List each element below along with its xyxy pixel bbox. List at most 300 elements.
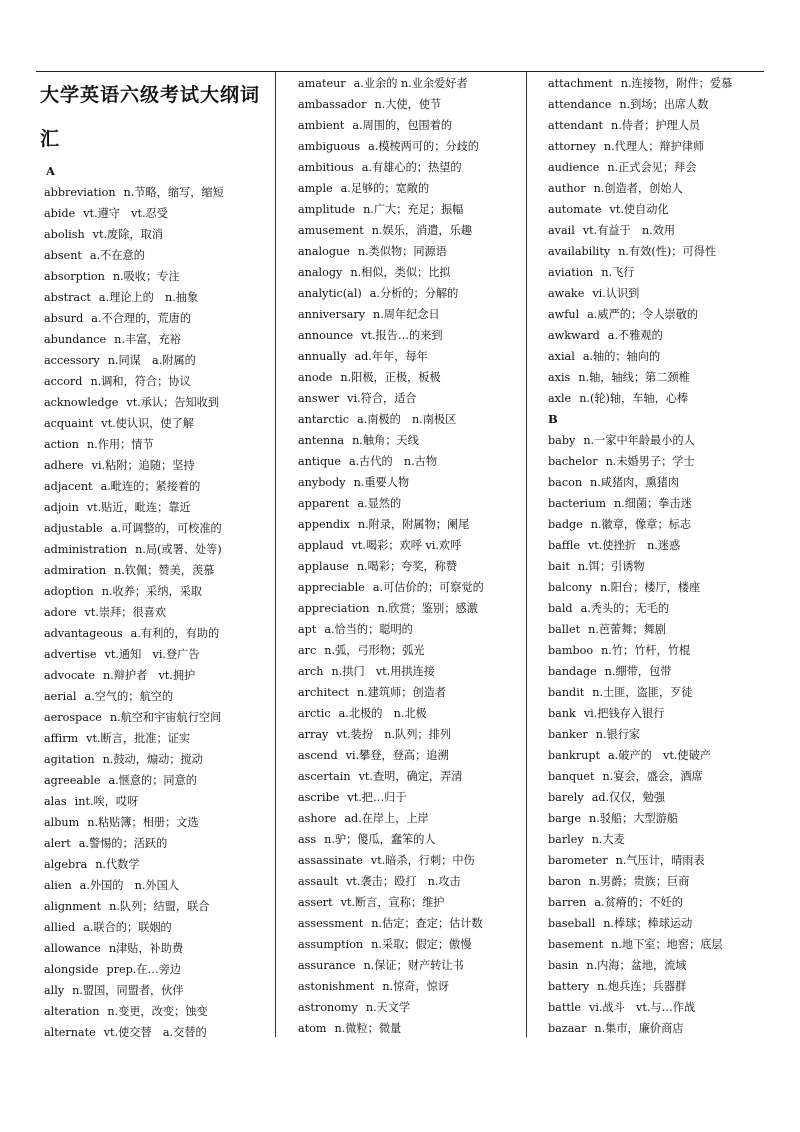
headword: bank bbox=[548, 707, 576, 720]
vocab-entry bbox=[298, 745, 524, 766]
definition: vt.断言，宣称；维护 bbox=[340, 896, 445, 909]
top-rule bbox=[36, 71, 764, 72]
vocab-entry bbox=[44, 959, 272, 980]
definition: n.宴会，盛会，酒席 bbox=[602, 770, 703, 783]
page-title: 大学英语六级考试大纲词汇 bbox=[40, 84, 261, 150]
headword: absorption bbox=[44, 270, 105, 283]
headword: abbreviation bbox=[44, 186, 116, 199]
headword: axis bbox=[548, 371, 571, 384]
headword: advocate bbox=[44, 669, 95, 682]
headword: barley bbox=[548, 833, 584, 846]
headword: amplitude bbox=[298, 203, 356, 216]
vocab-entry bbox=[44, 350, 272, 371]
vocab-entry bbox=[44, 812, 272, 833]
vocab-entry bbox=[548, 535, 766, 556]
headword: aviation bbox=[548, 266, 594, 279]
vocab-entry bbox=[44, 602, 272, 623]
definition: a.南极的 n.南极区 bbox=[357, 413, 457, 426]
definition: a.惬意的；同意的 bbox=[108, 774, 197, 787]
headword: architect bbox=[298, 686, 349, 699]
title-block bbox=[38, 73, 272, 161]
vocab-entry bbox=[548, 94, 766, 115]
entry-list-3 bbox=[540, 73, 766, 1039]
definition: vt.使交替 a.交替的 bbox=[103, 1026, 207, 1039]
vocab-entry bbox=[44, 854, 272, 875]
vocab-entry bbox=[298, 577, 524, 598]
headword: analogue bbox=[298, 245, 350, 258]
vocab-entry bbox=[44, 371, 272, 392]
definition: n.咸猪肉，熏猪肉 bbox=[590, 476, 680, 489]
vocab-entry bbox=[298, 136, 524, 157]
vocab-entry bbox=[44, 980, 272, 1001]
vocab-entry bbox=[298, 514, 524, 535]
headword: anniversary bbox=[298, 308, 366, 321]
headword: battery bbox=[548, 980, 590, 993]
section-letter: B bbox=[548, 412, 558, 426]
definition: a.周围的，包围着的 bbox=[352, 119, 453, 132]
definition: vt.暗杀，行刺；中伤 bbox=[370, 854, 475, 867]
vocab-entry bbox=[298, 430, 524, 451]
definition: vi.把钱存入银行 bbox=[583, 707, 665, 720]
headword: bachelor bbox=[548, 455, 598, 468]
headword: battle bbox=[548, 1001, 582, 1014]
headword: ascribe bbox=[298, 791, 340, 804]
vocab-entry bbox=[298, 262, 524, 283]
headword: banquet bbox=[548, 770, 595, 783]
definition: a.业余的 n.业余爱好者 bbox=[353, 77, 468, 90]
vocab-entry bbox=[298, 409, 524, 430]
definition: vt.使自动化 bbox=[609, 203, 669, 216]
headword: alien bbox=[44, 879, 72, 892]
definition: n.辩护者 vt.拥护 bbox=[102, 669, 196, 682]
headword: anybody bbox=[298, 476, 346, 489]
headword: ballet bbox=[548, 623, 581, 636]
vocab-entry bbox=[44, 245, 272, 266]
definition: n.广大；充足；振幅 bbox=[363, 203, 464, 216]
vocab-entry bbox=[44, 791, 272, 812]
vocab-entry bbox=[548, 598, 766, 619]
definition: n.芭蕾舞；舞剧 bbox=[588, 623, 666, 636]
definition: vt.使挫折 n.迷惑 bbox=[587, 539, 681, 552]
definition: vt.报告…的来到 bbox=[361, 329, 443, 342]
headword: adhere bbox=[44, 459, 84, 472]
definition: n津贴，补助费 bbox=[108, 942, 184, 955]
headword: assurance bbox=[298, 959, 356, 972]
headword: allied bbox=[44, 921, 76, 934]
definition: n.重要人物 bbox=[353, 476, 410, 489]
definition: n.天文学 bbox=[365, 1001, 411, 1014]
vocab-entry bbox=[44, 266, 272, 287]
definition: n.吸收；专注 bbox=[112, 270, 180, 283]
vocab-entry bbox=[298, 535, 524, 556]
headword: administration bbox=[44, 543, 128, 556]
vocab-entry bbox=[298, 976, 524, 997]
vocab-entry bbox=[44, 182, 272, 203]
vocab-entry bbox=[298, 619, 524, 640]
headword: axle bbox=[548, 392, 572, 405]
vocab-entry bbox=[548, 829, 766, 850]
vocab-entry bbox=[298, 661, 524, 682]
headword: alert bbox=[44, 837, 71, 850]
vocab-entry bbox=[44, 434, 272, 455]
vocab-entry bbox=[298, 241, 524, 262]
vocab-entry bbox=[298, 808, 524, 829]
vocab-entry bbox=[298, 220, 524, 241]
vocab-entry bbox=[44, 224, 272, 245]
definition: a.毗连的；紧接着的 bbox=[100, 480, 201, 493]
vocab-entry bbox=[548, 808, 766, 829]
headword: attachment bbox=[548, 77, 613, 90]
definition: n.拱门 vt.用拱连接 bbox=[331, 665, 435, 678]
definition: vt.有益于 n.效用 bbox=[582, 224, 676, 237]
headword: assumption bbox=[298, 938, 364, 951]
definition: n.气压计，晴雨表 bbox=[615, 854, 705, 867]
definition: n.未婚男子；学士 bbox=[605, 455, 695, 468]
headword: appreciable bbox=[298, 581, 365, 594]
headword: agreeable bbox=[44, 774, 101, 787]
vocab-entry bbox=[548, 871, 766, 892]
definition: n.飞行 bbox=[601, 266, 635, 279]
definition: vi.符合，适合 bbox=[347, 392, 417, 405]
vocab-entry bbox=[44, 749, 272, 770]
vocab-entry bbox=[298, 115, 524, 136]
vocab-entry bbox=[298, 493, 524, 514]
headword: adjacent bbox=[44, 480, 93, 493]
headword: ass bbox=[298, 833, 317, 846]
headword: ample bbox=[298, 182, 333, 195]
headword: bandage bbox=[548, 665, 597, 678]
definition: a.古代的 n.古物 bbox=[348, 455, 438, 468]
definition: a.模棱两可的；分歧的 bbox=[368, 140, 479, 153]
headword: adjoin bbox=[44, 501, 79, 514]
definition: ad.在岸上，上岸 bbox=[344, 812, 429, 825]
headword: alongside bbox=[44, 963, 99, 976]
vocab-entry bbox=[298, 892, 524, 913]
vocab-entry bbox=[548, 913, 766, 934]
definition: vi.粘附；追随；坚持 bbox=[91, 459, 195, 472]
vocab-entry bbox=[548, 892, 766, 913]
headword: abide bbox=[44, 207, 76, 220]
vocab-entry bbox=[298, 304, 524, 325]
vocab-entry bbox=[44, 896, 272, 917]
headword: baffle bbox=[548, 539, 580, 552]
headword: abstract bbox=[44, 291, 91, 304]
headword: arch bbox=[298, 665, 324, 678]
vocab-entry bbox=[44, 938, 272, 959]
headword: barely bbox=[548, 791, 584, 804]
definition: vt.装扮 n.队列；排列 bbox=[336, 728, 451, 741]
definition: n.变更，改变；蚀变 bbox=[107, 1005, 208, 1018]
definition: n.徽章，像章；标志 bbox=[590, 518, 692, 531]
definition: vt.喝彩；欢呼 vi.欢呼 bbox=[351, 539, 462, 552]
headword: bazaar bbox=[548, 1022, 587, 1035]
headword: album bbox=[44, 816, 80, 829]
definition: n.土匪，盗匪，歹徒 bbox=[592, 686, 693, 699]
vocab-entry bbox=[548, 325, 766, 346]
definition: n.细菌；拳击迷 bbox=[613, 497, 692, 510]
headword: ambitious bbox=[298, 161, 354, 174]
vocab-entry bbox=[298, 871, 524, 892]
definition: prep.在…旁边 bbox=[106, 963, 182, 976]
vocab-entry bbox=[548, 346, 766, 367]
headword: accord bbox=[44, 375, 83, 388]
definition: n.类似物；同源语 bbox=[357, 245, 447, 258]
definition: n.惊奇，惊讶 bbox=[382, 980, 450, 993]
headword: announce bbox=[298, 329, 354, 342]
vocab-entry bbox=[298, 178, 524, 199]
vocab-entry bbox=[548, 493, 766, 514]
definition: n.阳极，正极，板极 bbox=[340, 371, 441, 384]
vocab-entry bbox=[548, 115, 766, 136]
vocab-entry bbox=[548, 577, 766, 598]
vocab-entry bbox=[298, 367, 524, 388]
headword: assassinate bbox=[298, 854, 363, 867]
definition: vt.使认识，使了解 bbox=[101, 417, 194, 430]
definition: vt.查明，确定，弄清 bbox=[358, 770, 463, 783]
headword: anode bbox=[298, 371, 333, 384]
headword: adjustable bbox=[44, 522, 103, 535]
headword: barren bbox=[548, 896, 587, 909]
definition: a.有利的，有助的 bbox=[130, 627, 220, 640]
definition: n.绷带，包带 bbox=[604, 665, 672, 678]
headword: answer bbox=[298, 392, 340, 405]
definition: a.足够的；宽敞的 bbox=[340, 182, 430, 195]
definition: int.唉，哎呀 bbox=[74, 795, 139, 808]
vocab-entry bbox=[298, 829, 524, 850]
headword: balcony bbox=[548, 581, 592, 594]
vocab-entry bbox=[548, 136, 766, 157]
definition: n.队列；结盟，联合 bbox=[109, 900, 210, 913]
vocab-entry bbox=[298, 766, 524, 787]
definition: n.相似，类似；比拟 bbox=[350, 266, 451, 279]
vocab-entry bbox=[548, 976, 766, 997]
headword: bald bbox=[548, 602, 573, 615]
headword: advertise bbox=[44, 648, 97, 661]
definition: a.警惕的；活跃的 bbox=[78, 837, 168, 850]
vocab-entry bbox=[548, 199, 766, 220]
definition: a.不合理的，荒唐的 bbox=[91, 312, 192, 325]
vocab-entry bbox=[44, 686, 272, 707]
definition: vi.认识到 bbox=[592, 287, 640, 300]
headword: amateur bbox=[298, 77, 346, 90]
headword: affirm bbox=[44, 732, 79, 745]
definition: n.收养；采纳，采取 bbox=[101, 585, 203, 598]
definition: n.创造者，创始人 bbox=[593, 182, 683, 195]
definition: n.欣赏；鉴别；感激 bbox=[377, 602, 478, 615]
definition: n.同谋 a.附属的 bbox=[107, 354, 196, 367]
vocab-entry bbox=[298, 682, 524, 703]
definition: n.竹；竹杆，竹棍 bbox=[601, 644, 691, 657]
definition: a.可估价的；可察觉的 bbox=[372, 581, 484, 594]
vocab-entry bbox=[548, 724, 766, 745]
headword: badge bbox=[548, 518, 583, 531]
vocab-entry bbox=[548, 934, 766, 955]
vocab-entry bbox=[44, 329, 272, 350]
vocab-entry bbox=[44, 560, 272, 581]
headword: bacon bbox=[548, 476, 583, 489]
headword: avail bbox=[548, 224, 575, 237]
headword: agitation bbox=[44, 753, 95, 766]
definition: a.联合的；联姻的 bbox=[83, 921, 172, 934]
definition: vt.袭击；殴打 n.攻击 bbox=[346, 875, 461, 888]
headword: alignment bbox=[44, 900, 102, 913]
vocab-entry bbox=[548, 850, 766, 871]
definition: n.驳船；大型游船 bbox=[588, 812, 679, 825]
headword: attendant bbox=[548, 119, 604, 132]
vocab-entry bbox=[548, 283, 766, 304]
vocab-entry bbox=[298, 94, 524, 115]
vocab-entry bbox=[298, 598, 524, 619]
definition: vi.攀登，登高；追溯 bbox=[345, 749, 449, 762]
vocab-entry bbox=[44, 1001, 272, 1022]
definition: vi.战斗 vt.与…作战 bbox=[589, 1001, 696, 1014]
headword: antique bbox=[298, 455, 341, 468]
vocab-entry bbox=[548, 367, 766, 388]
vocab-entry bbox=[548, 745, 766, 766]
headword: ascend bbox=[298, 749, 338, 762]
vocab-entry bbox=[298, 787, 524, 808]
headword: apt bbox=[298, 623, 317, 636]
vocab-entry bbox=[44, 287, 272, 308]
vocab-entry bbox=[548, 640, 766, 661]
definition: n.弧，弓形物；弧光 bbox=[324, 644, 425, 657]
definition: a.北极的 n.北极 bbox=[338, 707, 427, 720]
definition: n.集市，廉价商店 bbox=[594, 1022, 684, 1035]
definition: n.阳台；楼厅，楼座 bbox=[599, 581, 701, 594]
vocab-entry bbox=[44, 644, 272, 665]
definition: n.触角；天线 bbox=[352, 434, 419, 447]
vocab-entry bbox=[298, 283, 524, 304]
headword: acknowledge bbox=[44, 396, 119, 409]
headword: astronomy bbox=[298, 1001, 358, 1014]
headword: audience bbox=[548, 161, 600, 174]
definition: n.建筑师；创造者 bbox=[356, 686, 447, 699]
headword: attendance bbox=[548, 98, 612, 111]
definition: n.大使，使节 bbox=[374, 98, 442, 111]
vocab-entry bbox=[44, 1022, 272, 1043]
definition: n.周年纪念日 bbox=[373, 308, 440, 321]
headword: banker bbox=[548, 728, 588, 741]
headword: attorney bbox=[548, 140, 596, 153]
headword: aerial bbox=[44, 690, 77, 703]
definition: n.节略，缩写，缩短 bbox=[123, 186, 224, 199]
definition: a.贫瘠的；不妊的 bbox=[594, 896, 683, 909]
headword: availability bbox=[548, 245, 611, 258]
definition: a.恰当的；聪明的 bbox=[324, 623, 413, 636]
headword: axial bbox=[548, 350, 575, 363]
definition: n.航空和宇宙航行空间 bbox=[109, 711, 222, 724]
entry-list-2 bbox=[290, 73, 524, 1039]
vocab-entry bbox=[44, 728, 272, 749]
vocab-entry bbox=[548, 262, 766, 283]
headword: adore bbox=[44, 606, 77, 619]
vocab-entry bbox=[548, 430, 766, 451]
headword: applaud bbox=[298, 539, 344, 552]
vocab-entry bbox=[44, 308, 272, 329]
vocab-entry bbox=[548, 955, 766, 976]
section-letter: A bbox=[46, 164, 55, 178]
vocab-entry bbox=[44, 455, 272, 476]
headword: analytic(al) bbox=[298, 287, 362, 300]
headword: ambiguous bbox=[298, 140, 361, 153]
headword: ally bbox=[44, 984, 65, 997]
vocab-entry bbox=[548, 157, 766, 178]
definition: a.分析的；分解的 bbox=[369, 287, 459, 300]
definition: n.估定；查定；估计数 bbox=[371, 917, 483, 930]
vocab-entry bbox=[44, 875, 272, 896]
definition: n.附录，附属物；阑尾 bbox=[357, 518, 470, 531]
headword: atom bbox=[298, 1022, 327, 1035]
column-3 bbox=[540, 73, 766, 1039]
vocab-entry bbox=[298, 724, 524, 745]
vocab-entry bbox=[298, 157, 524, 178]
vocab-entry bbox=[548, 472, 766, 493]
headword: bankrupt bbox=[548, 749, 601, 762]
definition: n.地下室；地窖；底层 bbox=[611, 938, 723, 951]
definition: vt.贴近，毗连；靠近 bbox=[86, 501, 191, 514]
headword: allowance bbox=[44, 942, 101, 955]
definition: n.丰富，充裕 bbox=[114, 333, 181, 346]
definition: ad.仅仅，勉强 bbox=[591, 791, 666, 804]
column-2 bbox=[290, 73, 524, 1039]
headword: barge bbox=[548, 812, 581, 825]
definition: a.空气的；航空的 bbox=[84, 690, 174, 703]
headword: assessment bbox=[298, 917, 364, 930]
vocab-entry bbox=[44, 203, 272, 224]
definition: n.内海；盆地，流域 bbox=[586, 959, 687, 972]
definition: a.可调整的，可校准的 bbox=[110, 522, 222, 535]
vocab-entry bbox=[44, 917, 272, 938]
headword: appreciation bbox=[298, 602, 370, 615]
definition: n.轴，轴线；第二颈椎 bbox=[578, 371, 690, 384]
definition: a.不雅观的 bbox=[607, 329, 663, 342]
definition: n.有效(性)；可得性 bbox=[618, 245, 717, 258]
vocab-entry bbox=[298, 451, 524, 472]
headword: basement bbox=[548, 938, 604, 951]
definition: n.饵；引诱物 bbox=[577, 560, 645, 573]
definition: n.盟国，同盟者，伙伴 bbox=[72, 984, 184, 997]
definition: n.钦佩；赞美，羡慕 bbox=[114, 564, 215, 577]
column-1 bbox=[38, 73, 272, 1043]
vocab-entry bbox=[44, 413, 272, 434]
definition: vt.把…归于 bbox=[347, 791, 407, 804]
definition: n.到场；出席人数 bbox=[619, 98, 709, 111]
definition: n.采取；假定；傲慢 bbox=[371, 938, 472, 951]
vocab-entry bbox=[44, 581, 272, 602]
vocab-entry bbox=[298, 703, 524, 724]
definition: n.正式会见；拜会 bbox=[607, 161, 697, 174]
headword: analogy bbox=[298, 266, 343, 279]
vocab-entry bbox=[44, 539, 272, 560]
vocab-entry bbox=[548, 619, 766, 640]
headword: alas bbox=[44, 795, 67, 808]
vocab-entry bbox=[298, 997, 524, 1018]
definition: n.粘贴簿；相册；文选 bbox=[87, 816, 199, 829]
headword: antarctic bbox=[298, 413, 349, 426]
headword: adoption bbox=[44, 585, 94, 598]
definition: n.侍者；护理人员 bbox=[611, 119, 701, 132]
definition: n.代数学 bbox=[95, 858, 140, 871]
headword: awkward bbox=[548, 329, 600, 342]
definition: n.微粒；微量 bbox=[334, 1022, 402, 1035]
vocab-entry bbox=[44, 518, 272, 539]
vocab-entry bbox=[548, 514, 766, 535]
headword: array bbox=[298, 728, 329, 741]
headword: baseball bbox=[548, 917, 596, 930]
headword: applause bbox=[298, 560, 349, 573]
headword: arctic bbox=[298, 707, 331, 720]
vocab-entry bbox=[548, 388, 766, 409]
